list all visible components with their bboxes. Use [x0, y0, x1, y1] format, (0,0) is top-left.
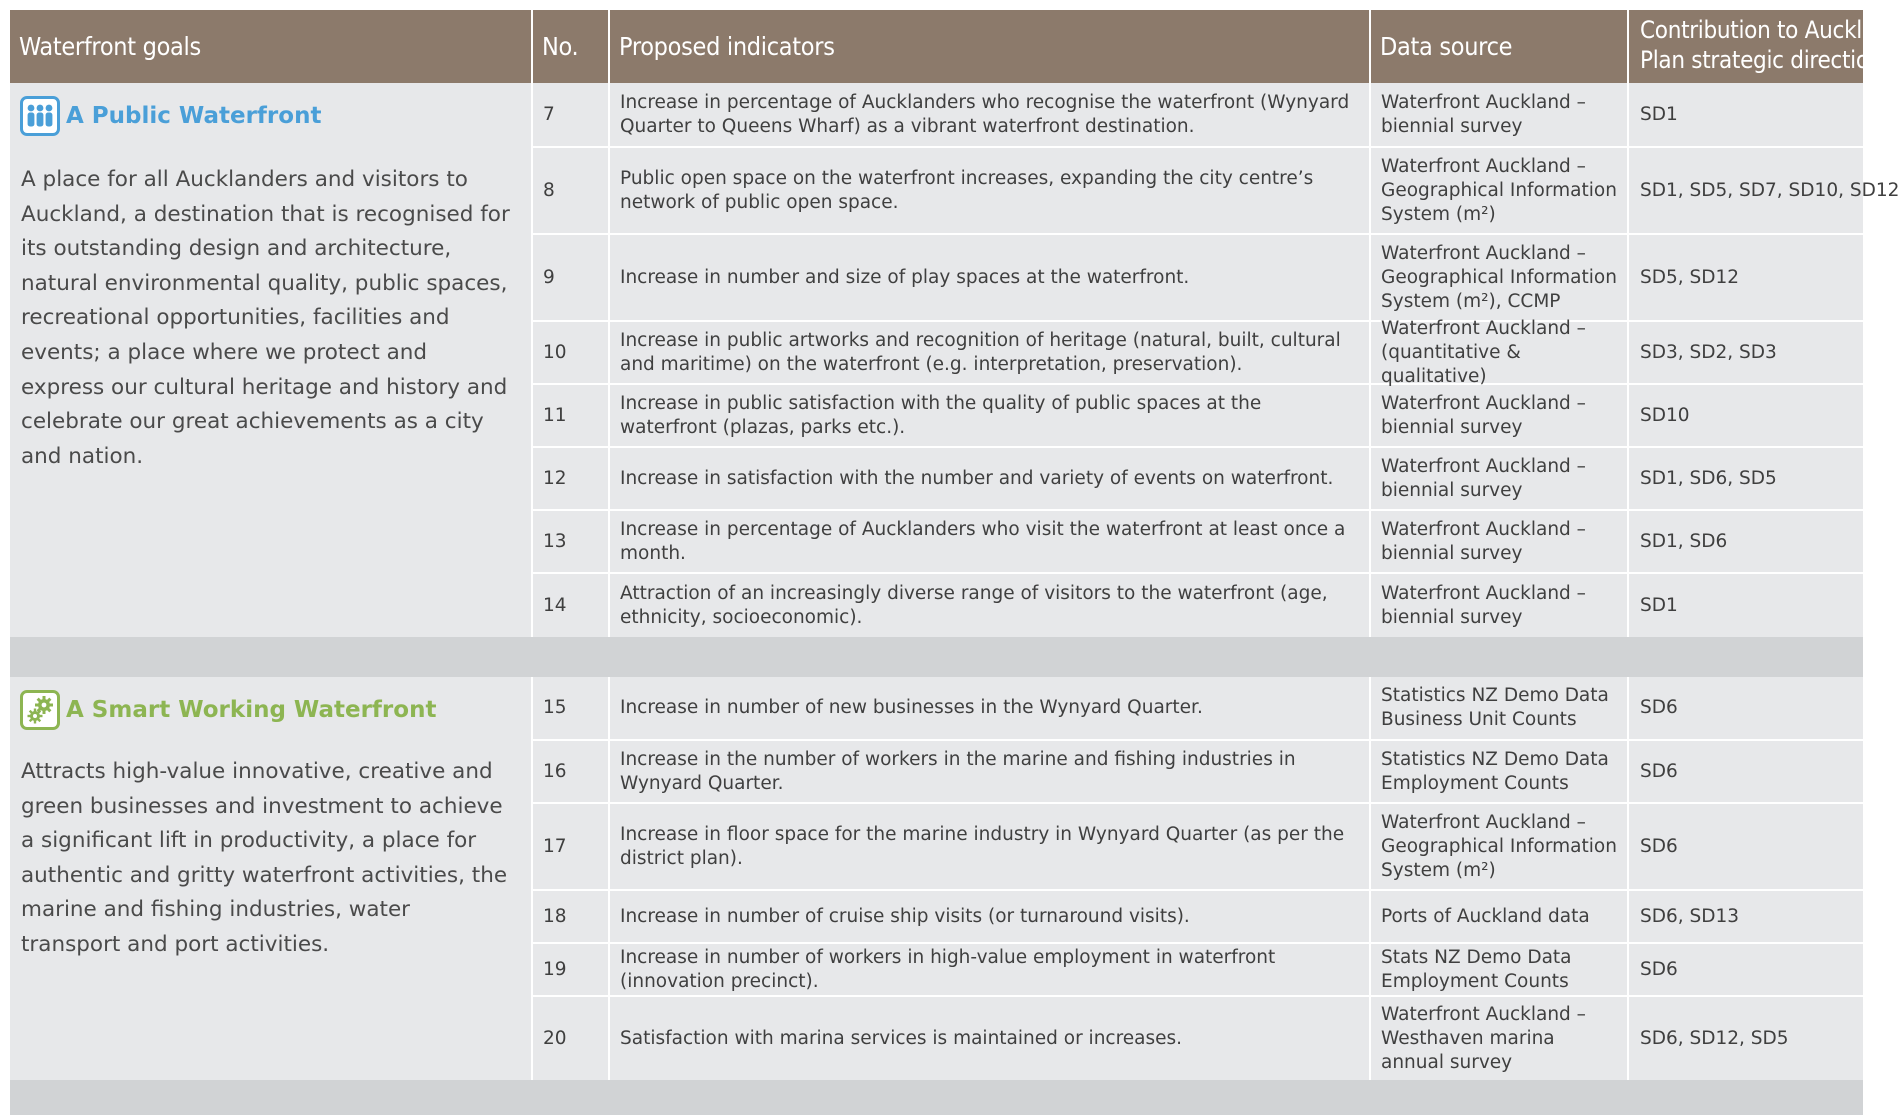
row-number-text: 14 — [543, 594, 567, 616]
row-strategic-directions-text: SD6, SD13 — [1640, 905, 1740, 927]
row-indicator-text: Increase in satisfaction with the number and variety of events on waterfront. — [620, 467, 1334, 489]
row-number — [533, 83, 608, 146]
row-strategic-directions — [1629, 804, 1863, 889]
row-indicator-text: Increase in number of cruise ship visits (or turnaround visits). — [620, 905, 1190, 927]
row-number — [533, 385, 608, 446]
row-strategic-directions-text: SD1, SD5, SD7, SD10, SD12 — [1640, 179, 1900, 201]
row-data-source — [1371, 741, 1627, 802]
row-number-text: 11 — [543, 404, 567, 426]
row-data-source — [1371, 997, 1627, 1080]
row-indicator-text: Increase in the number of workers in the marine and fishing industries in Wynyard Quarter. — [620, 748, 1296, 794]
row-data-source-text: Waterfront Auckland – biennial survey — [1381, 582, 1586, 628]
row-indicator-text: Increase in floor space for the marine industry in Wynyard Quarter (as per the district plan). — [620, 823, 1345, 869]
row-number — [533, 944, 608, 995]
header-no-label: No. — [542, 32, 579, 61]
row-indicator — [610, 511, 1369, 572]
row-data-source-text: Ports of Auckland data — [1381, 905, 1590, 927]
row-indicator — [610, 804, 1369, 889]
row-indicator-text: Increase in percentage of Aucklanders who visit the waterfront at least once a month. — [620, 518, 1346, 564]
row-strategic-directions — [1629, 741, 1863, 802]
row-number-text: 16 — [543, 760, 567, 782]
header-goals-label: Waterfront goals — [19, 32, 201, 61]
row-data-source — [1371, 804, 1627, 889]
row-indicator — [610, 322, 1369, 383]
row-data-source-text: Waterfront Auckland – (quantitative & qualitative) — [1381, 317, 1586, 387]
row-data-source-text: Waterfront Auckland – Geographical Information System (m²) — [1381, 811, 1617, 881]
header-contribution-line1: Contribution to Auckland — [1640, 16, 1902, 44]
row-strategic-directions — [1629, 83, 1863, 146]
row-strategic-directions-text: SD6 — [1640, 835, 1678, 857]
row-data-source — [1371, 574, 1627, 637]
row-strategic-directions-text: SD1, SD6, SD5 — [1640, 467, 1777, 489]
row-strategic-directions-text: SD6 — [1640, 760, 1678, 782]
row-data-source — [1371, 317, 1627, 387]
row-number-text: 20 — [543, 1027, 567, 1049]
row-indicator-text: Increase in percentage of Aucklanders who recognise the waterfront (Wynyard Quarter to Queens Wharf) as a vibrant waterfront destination. — [620, 91, 1350, 137]
row-data-source-text: Statistics NZ Demo Data Business Unit Counts — [1381, 685, 1609, 730]
row-strategic-directions — [1629, 944, 1863, 995]
row-strategic-directions — [1629, 574, 1863, 637]
header-data-source — [1371, 10, 1627, 83]
row-data-source — [1371, 511, 1627, 572]
row-number-text: 10 — [543, 341, 567, 363]
row-number — [533, 235, 608, 320]
row-strategic-directions — [1629, 148, 1900, 233]
header-waterfront-goals — [10, 10, 531, 83]
row-strategic-directions-text: SD1, SD6 — [1640, 530, 1728, 552]
header-indicators-label: Proposed indicators — [619, 32, 835, 61]
row-strategic-directions — [1629, 448, 1863, 509]
row-indicator — [610, 741, 1369, 802]
goal-title-text: A Smart Working Waterfront — [66, 697, 437, 723]
row-indicator — [610, 574, 1369, 637]
header-contribution — [1629, 10, 1902, 83]
row-indicator — [610, 83, 1369, 146]
row-number-text: 19 — [543, 958, 567, 980]
header-source-label: Data source — [1380, 32, 1513, 61]
row-strategic-directions-text: SD3, SD2, SD3 — [1640, 341, 1777, 363]
row-data-source-text: Waterfront Auckland – Geographical Information System (m²), CCMP — [1381, 242, 1617, 312]
row-indicator — [610, 148, 1369, 233]
row-number — [533, 677, 608, 739]
row-number — [533, 322, 608, 383]
row-data-source-text: Statistics NZ Demo Data Employment Counts — [1381, 748, 1609, 794]
row-indicator-text: Increase in number and size of play spaces at the waterfront. — [620, 266, 1190, 288]
goal-title-smart — [20, 690, 436, 730]
row-number — [533, 511, 608, 572]
row-data-source-text: Waterfront Auckland – Geographical Information System (m²) — [1381, 155, 1617, 225]
header-contribution-line2: Plan strategic directions — [1640, 46, 1894, 74]
goal-description-public: A place for all Aucklanders and visitors to Auckland, a destination that is recognised for its outstanding design and architecture, natural environmental quality, public spaces, recreational opportunities, facilities and events; a place where we protect and express our cultural heritage and history and celebrate our great achievements as a city and nation. — [21, 167, 510, 469]
row-data-source — [1371, 148, 1627, 233]
row-number-text: 13 — [543, 530, 567, 552]
row-data-source-text: Waterfront Auckland – Westhaven marina annual survey — [1381, 1003, 1586, 1073]
row-strategic-directions — [1629, 322, 1863, 383]
row-number-text: 17 — [543, 835, 567, 857]
row-data-source-text: Waterfront Auckland – biennial survey — [1381, 518, 1586, 564]
row-strategic-directions-text: SD5, SD12 — [1640, 266, 1740, 288]
row-indicator-text: Increase in public satisfaction with the quality of public spaces at the waterfront (plazas, parks etc.). — [620, 392, 1262, 438]
row-indicator-text: Increase in number of new businesses in the Wynyard Quarter. — [620, 697, 1203, 718]
people-icon — [20, 96, 60, 136]
row-data-source-text: Stats NZ Demo Data Employment Counts — [1381, 946, 1572, 992]
indicators-table — [10, 10, 1902, 1115]
row-strategic-directions — [1629, 511, 1863, 572]
row-number — [533, 891, 608, 942]
row-indicator — [610, 891, 1369, 942]
row-data-source — [1371, 944, 1627, 995]
row-strategic-directions-text: SD6 — [1640, 697, 1678, 718]
row-indicator — [610, 677, 1369, 739]
header-no — [533, 10, 608, 83]
row-number-text: 8 — [543, 179, 555, 201]
row-strategic-directions-text: SD6 — [1640, 958, 1678, 980]
row-number — [533, 741, 608, 802]
row-number-text: 15 — [543, 697, 567, 718]
row-data-source — [1371, 448, 1627, 509]
row-strategic-directions-text: SD1 — [1640, 103, 1678, 125]
row-strategic-directions — [1629, 235, 1863, 320]
row-indicator — [610, 235, 1369, 320]
row-data-source — [1371, 677, 1627, 739]
row-strategic-directions — [1629, 997, 1863, 1080]
gears-icon — [20, 690, 60, 730]
header-proposed-indicators — [610, 10, 1369, 83]
row-data-source — [1371, 83, 1627, 146]
row-data-source-text: Waterfront Auckland – biennial survey — [1381, 392, 1586, 438]
row-indicator-text: Increase in public artworks and recognition of heritage (natural, built, cultural and maritime) on the waterfront (e.g. interpretation, preservation). — [620, 329, 1341, 375]
row-data-source — [1371, 385, 1627, 446]
row-data-source-text: Waterfront Auckland – biennial survey — [1381, 455, 1586, 501]
row-indicator-text: Public open space on the waterfront increases, expanding the city centre’s network of public open space. — [620, 167, 1314, 213]
section-separator — [10, 1080, 1863, 1115]
row-number — [533, 448, 608, 509]
row-indicator — [610, 385, 1369, 446]
row-strategic-directions-text: SD6, SD12, SD5 — [1640, 1027, 1789, 1049]
row-data-source — [1371, 891, 1627, 942]
row-number — [533, 804, 608, 889]
row-number-text: 18 — [543, 905, 567, 927]
row-number-text: 12 — [543, 467, 567, 489]
row-number-text: 7 — [543, 103, 555, 125]
row-strategic-directions — [1629, 385, 1863, 446]
row-data-source — [1371, 235, 1627, 320]
row-number — [533, 997, 608, 1080]
row-indicator-text: Increase in number of workers in high-value employment in waterfront (innovation precinct). — [620, 946, 1276, 992]
row-number — [533, 148, 608, 233]
row-number-text: 9 — [543, 266, 555, 288]
goal-title-text: A Public Waterfront — [66, 103, 322, 129]
row-indicator — [610, 944, 1369, 995]
row-strategic-directions-text: SD1 — [1640, 594, 1678, 616]
row-strategic-directions — [1629, 891, 1863, 942]
row-indicator — [610, 448, 1369, 509]
row-indicator — [610, 997, 1369, 1080]
goal-title-public — [20, 96, 321, 136]
row-strategic-directions — [1629, 677, 1863, 739]
row-strategic-directions-text: SD10 — [1640, 404, 1690, 426]
row-indicator-text: Satisfaction with marina services is maintained or increases. — [620, 1027, 1183, 1049]
section-separator — [10, 637, 1863, 677]
goal-description-smart: Attracts high-value innovative, creative and green businesses and investment to achieve a significant lift in productivity, a place for authentic and gritty waterfront activities, the marine and fishing industries, water transport and port activities. — [21, 759, 508, 957]
row-number — [533, 574, 608, 637]
row-indicator-text: Attraction of an increasingly diverse range of visitors to the waterfront (age, ethnicity, socioeconomic). — [620, 582, 1328, 628]
row-data-source-text: Waterfront Auckland – biennial survey — [1381, 91, 1586, 137]
